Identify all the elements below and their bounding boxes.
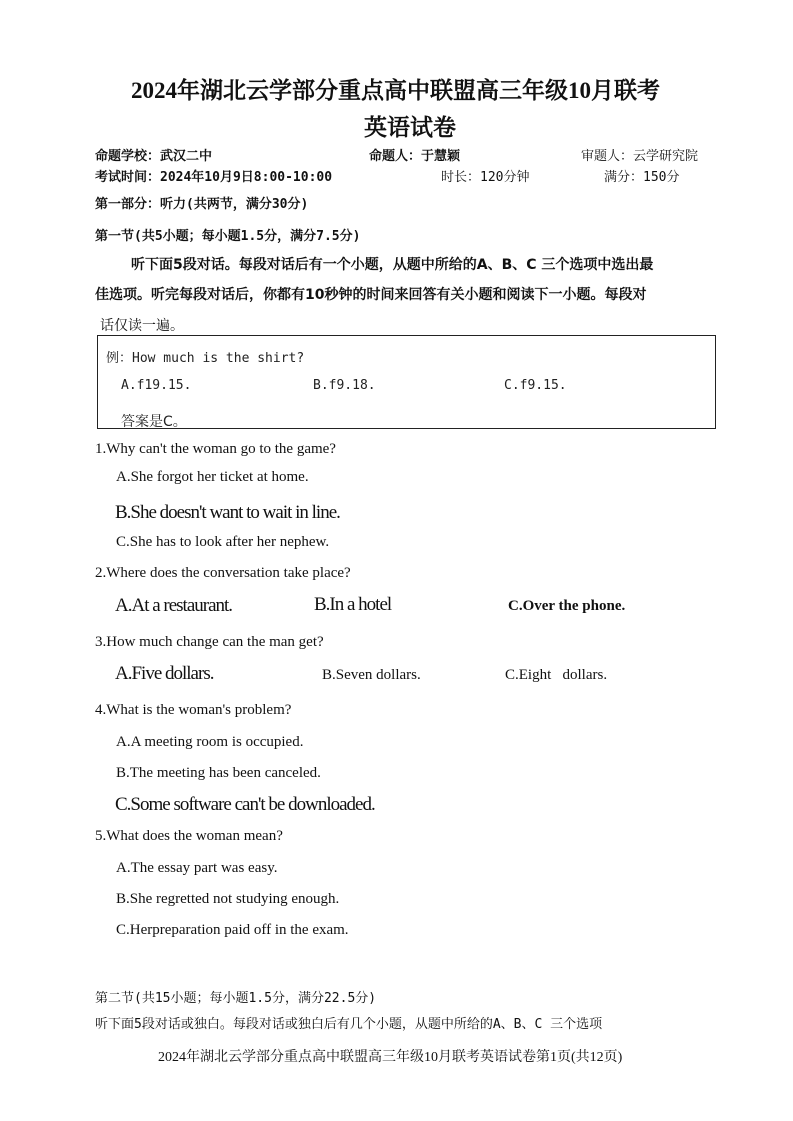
example-option-b: B.f9.18. bbox=[313, 378, 376, 393]
example-answer: 答案是C。 bbox=[121, 414, 187, 430]
example-option-c: C.f9.15. bbox=[504, 378, 567, 393]
exam-full-score: 满分：150分 bbox=[604, 170, 680, 185]
question-2: 2.Where does the conversation take place? bbox=[95, 565, 351, 581]
question-2-option-c: C.Over the phone. bbox=[508, 598, 626, 614]
exam-duration: 时长：120分钟 bbox=[441, 170, 530, 185]
example-option-a: A.f19.15. bbox=[121, 378, 192, 393]
question-3-option-b: B.Seven dollars. bbox=[322, 667, 421, 683]
question-5-option-c: C.Herpreparation paid off in the exam. bbox=[116, 922, 349, 938]
question-3-option-c: C.Eight dollars. bbox=[505, 667, 608, 683]
section1-instructions-line1: 听下面5段对话。每段对话后有一个小题，从题中所给的A、B、C 三个选项中选出最 bbox=[131, 257, 654, 273]
question-1-option-b: B.She doesn't want to wait in line. bbox=[115, 502, 340, 523]
question-1-option-c: C.She has to look after her nephew. bbox=[116, 534, 330, 550]
example-question: 例：How much is the shirt? bbox=[106, 351, 305, 366]
page-footer: 2024年湖北云学部分重点高中联盟高三年级10月联考英语试卷第1页(共12页) bbox=[158, 1050, 623, 1065]
question-3-option-a: A.Five dollars. bbox=[115, 663, 214, 684]
question-1: 1.Why can't the woman go to the game? bbox=[95, 441, 336, 457]
section2-heading: 第二节(共15小题；每小题1.5分，满分22.5分) bbox=[95, 991, 377, 1006]
exam-time: 考试时间：2024年10月9日8:00-10:00 bbox=[95, 170, 333, 185]
exam-author: 命题人：于慧颖 bbox=[369, 149, 461, 164]
section1-instructions-line3: 话仅读一遍。 bbox=[100, 318, 184, 334]
section1-heading: 第一节(共5小题；每小题1.5分，满分7.5分) bbox=[95, 229, 361, 244]
exam-school: 命题学校：武汉二中 bbox=[95, 149, 213, 164]
question-4: 4.What is the woman's problem? bbox=[95, 702, 292, 718]
question-2-option-b: B.In a hotel bbox=[314, 594, 392, 615]
part1-heading: 第一部分：听力(共两节，满分30分) bbox=[95, 197, 309, 212]
exam-subject: 英语试卷 bbox=[364, 115, 456, 140]
question-2-option-a: A.At a restaurant. bbox=[115, 595, 233, 616]
section1-instructions-line2: 佳选项。听完每段对话后，你都有10秒钟的时间来回答有关小题和阅读下一小题。每段对 bbox=[95, 287, 647, 303]
exam-title: 2024年湖北云学部分重点高中联盟高三年级10月联考 bbox=[131, 78, 660, 103]
question-5: 5.What does the woman mean? bbox=[95, 828, 283, 844]
question-5-option-a: A.The essay part was easy. bbox=[116, 860, 278, 876]
exam-reviewer: 审题人：云学研究院 bbox=[581, 149, 699, 164]
question-3: 3.How much change can the man get? bbox=[95, 634, 324, 650]
question-4-option-b: B.The meeting has been canceled. bbox=[116, 765, 321, 781]
question-1-option-a: A.She forgot her ticket at home. bbox=[116, 469, 309, 485]
question-4-option-a: A.A meeting room is occupied. bbox=[116, 734, 304, 750]
section2-instructions-line1: 听下面5段对话或独白。每段对话或独白后有几个小题，从题中所给的A、B、C 三个选项 bbox=[95, 1017, 603, 1032]
question-5-option-b: B.She regretted not studying enough. bbox=[116, 891, 340, 907]
question-4-option-c: C.Some software can't be downloaded. bbox=[115, 794, 375, 815]
